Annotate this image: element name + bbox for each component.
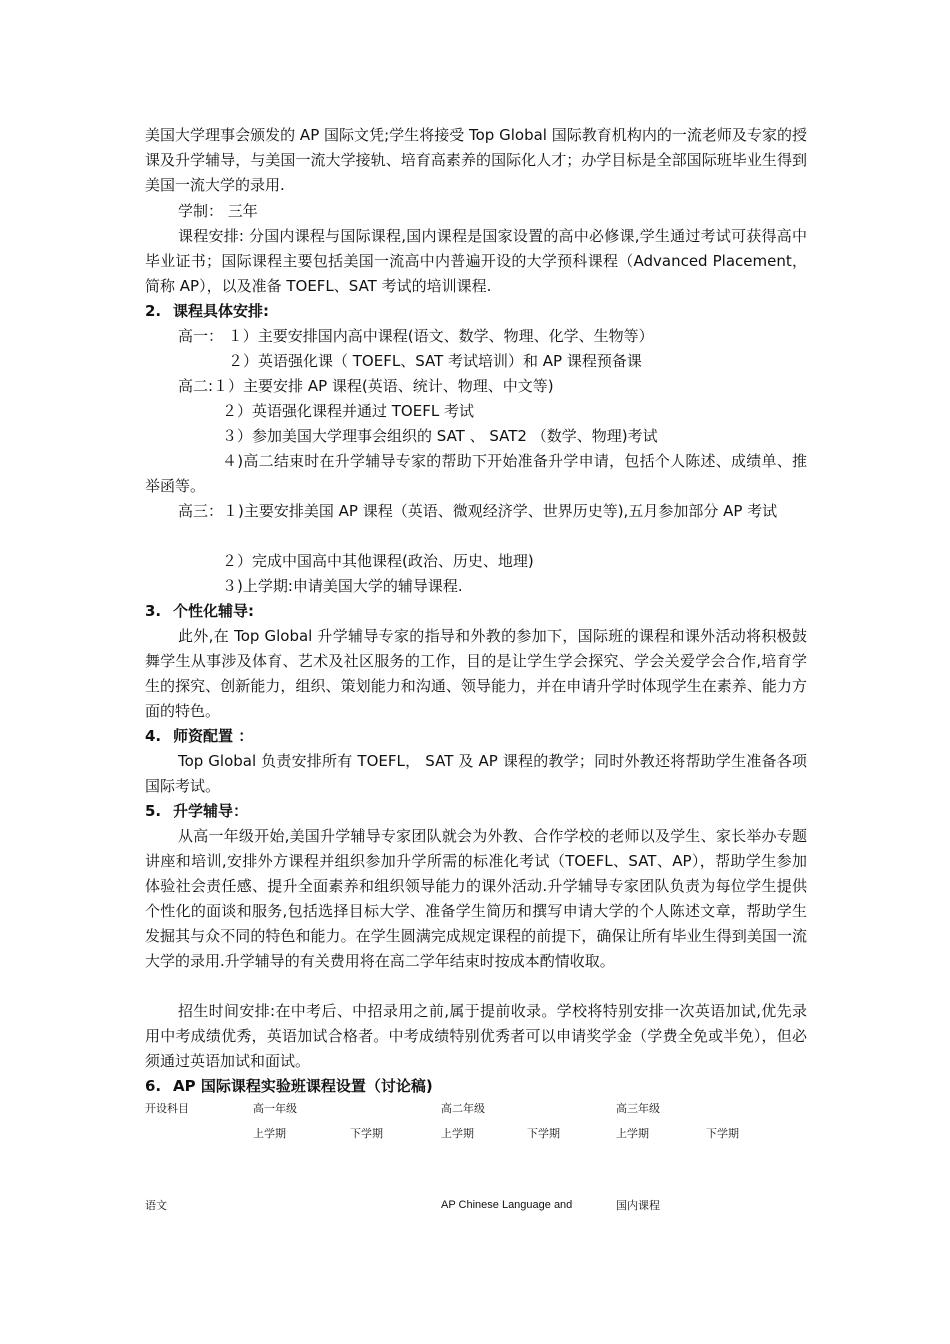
section-6-heading xyxy=(145,1074,433,1099)
grade3-line-3: ３)上学期:申请美国大学的辅导课程. xyxy=(222,577,463,595)
section-5-paragraph: 从高一年级开始,美国升学辅导专家团队就会为外教、合作学校的老师以及学生、家长举办专题讲座和培训,安排外方课程并组织参加升学所需的标准化考试（TOEFL、SAT、AP），帮助学生参加体验社会责任感、提升全面素养和组织领导能力的课外活动.升学辅导专家团队负责为每位学生提供个性化的面谈和服务,包括选择目标大学、准备学生简历和撰写申请大学的个人陈述文章，帮助学生发掘其与众不同的特色和能力。在学生圆满完成规定课程的前提下，确保让所有毕业生得到美国一流大学的录用.升学辅导的有关费用将在高二学年结束时按成本酌情收取。 xyxy=(145,827,807,970)
table-row-g3-course: 国内课程 xyxy=(616,1200,660,1212)
table-header-grade1: 高一年级 xyxy=(253,1103,297,1115)
section-5-title: 升学辅导： xyxy=(173,802,249,820)
grade3-line-2: ２）完成中国高中其他课程(政治、历史、地理) xyxy=(222,552,534,570)
section-2-title: 课程具体安排: xyxy=(173,302,269,320)
grade2-line-2: ２）英语强化课程并通过 TOEFL 考试 xyxy=(222,402,474,420)
table-term-g1-first: 上学期 xyxy=(253,1128,286,1140)
admission-paragraph: 招生时间安排:在中考后、中招录用之前,属于提前收录。学校将特别安排一次英语加试,优先录用中考成绩优秀，英语加试合格者。中考成绩特别优秀者可以申请奖学金（学费全免或半免），但必须通过英语加试和面试。 xyxy=(145,1002,807,1070)
section-3-paragraph: 此外,在 Top Global 升学辅导专家的指导和外教的参加下，国际班的课程和课外活动将积极鼓舞学生从事涉及体育、艺术及社区服务的工作，目的是让学生学会探究、学会关爱学会合作,培育学生的探究、创新能力，组织、策划能力和沟通、领导能力，并在申请升学时体现学生在素养、能力方面的特色。 xyxy=(145,627,807,720)
section-6-title: AP 国际课程实验班课程设置（讨论稿) xyxy=(173,1077,433,1095)
section-6-number: 6. xyxy=(145,1077,162,1095)
table-header-grade2: 高二年级 xyxy=(441,1103,485,1115)
section-4-title: 师资配置 ： xyxy=(173,727,254,745)
table-row-g2-course: AP Chinese Language and xyxy=(441,1199,573,1211)
grade2-line-4: ４)高二结束时在升学辅导专家的帮助下开始准备升学申请，包括个人陈述、成绩单、推举函等。 xyxy=(145,452,807,495)
section-4-heading xyxy=(145,724,253,749)
section-3-number: 3. xyxy=(145,602,162,620)
table-term-g3-second: 下学期 xyxy=(706,1128,739,1140)
table-header-subject: 开设科目 xyxy=(145,1103,189,1115)
section-2-heading xyxy=(145,299,269,324)
section-3-title: 个性化辅导: xyxy=(173,602,254,620)
duration-line: 学制： 三年 xyxy=(178,202,258,220)
section-3-heading xyxy=(145,599,254,624)
grade3-line-1: 高三：１)主要安排美国 AP 课程（英语、微观经济学、世界历史等),五月参加部分 AP 考试 xyxy=(178,502,778,520)
curriculum-paragraph: 课程安排: 分国内课程与国际课程,国内课程是国家设置的高中必修课,学生通过考试可获得高中毕业证书；国际课程主要包括美国一流高中内普遍开设的大学预科课程（Advanced Placement，简称 AP），以及准备 TOEFL、SAT 考试的培训课程. xyxy=(145,227,807,295)
section-5-number: 5. xyxy=(145,802,162,820)
intro-paragraph: 美国大学理事会颁发的 AP 国际文凭;学生将接受 Top Global 国际教育机构内的一流老师及专家的授课及升学辅导，与美国一流大学接轨、培育高素养的国际化人才；办学目标是全部国际班毕业生得到美国一流大学的录用. xyxy=(145,126,807,194)
grade1-line-1: 高一： １）主要安排国内高中课程(语文、数学、物理、化学、生物等） xyxy=(178,327,654,345)
grade2-line-1: 高二:１）主要安排 AP 课程(英语、统计、物理、中文等) xyxy=(178,377,554,395)
table-term-g3-first: 上学期 xyxy=(616,1128,649,1140)
section-4-number: 4. xyxy=(145,727,162,745)
table-term-g1-second: 下学期 xyxy=(350,1128,383,1140)
grade1-line-2: ２）英语强化课（ TOEFL、SAT 考试培训）和 AP 课程预备课 xyxy=(228,352,642,370)
section-4-paragraph: Top Global 负责安排所有 TOEFL， SAT 及 AP 课程的教学；同时外教还将帮助学生准备各项国际考试。 xyxy=(145,752,807,795)
table-header-grade3: 高三年级 xyxy=(616,1103,660,1115)
grade2-line-3: ３）参加美国大学理事会组织的 SAT 、 SAT2 （数学、物理)考试 xyxy=(222,427,658,445)
table-row-subject: 语文 xyxy=(145,1200,167,1212)
section-5-heading xyxy=(145,799,248,824)
table-term-g2-second: 下学期 xyxy=(527,1128,560,1140)
table-term-g2-first: 上学期 xyxy=(441,1128,474,1140)
section-2-number: 2. xyxy=(145,302,162,320)
